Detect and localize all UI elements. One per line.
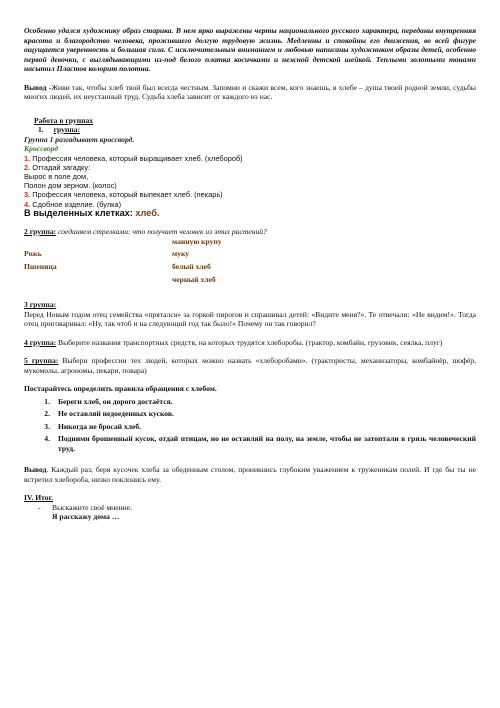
intro-paragraph: Особенно удался художнику образ старика. В нем ярко выражены черты национального русского характера, переданы внутренняя красота и благородство человека, прожившего долгую трудовую жизнь. Медленны и спокойны его движения, во всей фигуре ощущается уверенность и большая сила. С исключительным вниманием и любовью написаны художником образы детей, особенно первой девочки, с выглядывающими из-под белого платка косичками и нежной детской шейкой. Теплыми золотыми тонами насытил Пластов колорит полотна. <box>24 26 476 73</box>
match-right-item: муку <box>172 249 190 259</box>
rule-item: 1. Береги хлеб, он дорого достаётся. <box>44 396 173 406</box>
group3-text: Перед Новым годом отец семейства «прятался» за горкой пирогов и спрашивал детей: «Видите меня?». Те отвечали: «Не видим!». Тогда отец приговаривал: «Ну, так чтоб и на следующий год так было!» Почему он так говорил? <box>24 309 476 329</box>
group5-label: 5 группа: <box>24 356 59 366</box>
conclusion-1-label: Вывод <box>24 82 47 92</box>
section-iv-item: Я расскажу дома … <box>52 512 120 522</box>
rule-item: 4. Подними брошенный кусок, отдай птицам, но не оставляй на полу, на земле, чтобы не затоптали в грязь человеческий труд. <box>44 434 476 453</box>
group3-label: 3 группа: <box>24 300 57 310</box>
group4 <box>24 338 476 348</box>
rule-item: 3. Никогда не бросай хлеб. <box>44 421 142 431</box>
crossword-item: 3. Профессия человека, который выпекает хлеб. (пекарь) <box>24 190 223 200</box>
crossword-list <box>24 154 476 209</box>
group1-task: Группа 1 разгадывает кроссворд. <box>24 134 135 144</box>
conclusion-2 <box>24 465 476 484</box>
group-work-heading: Работа в группах <box>34 115 94 125</box>
crossword-item: Вырос в поле дом, <box>24 171 89 181</box>
rules-heading: Постарайтесь определить правила обращения с хлебом. <box>24 384 217 394</box>
conclusion-2-label: Вывод <box>24 465 47 475</box>
group4-label: 4 группа: <box>24 337 57 347</box>
crossword-answer <box>24 209 476 218</box>
match-right-item: манную крупу <box>172 237 222 247</box>
group2-task: соединяем стрелками: что получает человек из этих растений? <box>56 226 267 236</box>
group2-task-line <box>24 227 476 237</box>
group-work-heading-row <box>24 116 476 126</box>
crossword-item: 1. Профессия человека, который выращивает хлеб. (хлебороб) <box>24 153 243 163</box>
document-page <box>24 26 476 522</box>
group5-text: Выбери профессии тех людей, которых можно назвать «хлеборобами». (трактористы, механизаторы, комбайнёр, шофёр, мукомолы, агрономы, пекари, повара) <box>24 356 477 375</box>
match-left-item: Рожь <box>24 249 42 259</box>
crossword-item: 2. Отгадай загадку: <box>24 162 91 172</box>
rules-list <box>24 397 476 454</box>
match-right-item: черный хлеб <box>172 275 216 285</box>
group2-label: 2 группа: <box>24 226 57 236</box>
crossword-title: Кроссворд <box>24 144 59 153</box>
group1-label: группа: <box>53 125 81 134</box>
group2-matching <box>24 236 476 291</box>
group5 <box>24 356 476 375</box>
section-iv-item: - Выскажите своё мнение. <box>38 502 132 512</box>
crossword-answer-prefix: В выделенных клетках: <box>24 207 136 218</box>
crossword-item: 4. Сдобное изделие. (булка) <box>24 199 122 209</box>
match-right-item: белый хлеб <box>172 262 211 272</box>
section-iv-list <box>24 503 476 522</box>
match-left-item: Пшеница <box>24 262 57 272</box>
group1-number: 1. <box>38 125 44 134</box>
group1-heading <box>24 125 476 135</box>
rule-item: 2. Не оставляй недоеденных кусков. <box>44 409 174 419</box>
conclusion-1-text: -Живи так, чтобы хлеб твой был всегда честным. Запомни и скажи всем, кого знаешь, в хлебе – душа твоей родной земли, судьбы многих людей, их неустанный труд. Судьба хлеба зависит от каждого из нас. <box>24 82 476 101</box>
conclusion-1 <box>24 83 476 102</box>
crossword-answer-word: хлеб. <box>135 207 160 218</box>
group4-text: Выберите названия транспортных средств, на которых трудятся хлеборобы. (трактор, комбайн, грузовик, сеялка, плуг) <box>56 337 443 347</box>
section-iv-label: IV. Итог. <box>24 493 54 503</box>
crossword-item: Полон дом зерном. (колос) <box>24 181 117 191</box>
conclusion-2-text: . Каждый раз, беря кусочек хлеба за обеденным столом, проникнись глубоким уважением к труженикам полей. И где бы ты не встретил хлебороба, низко поклонись ему. <box>24 465 476 484</box>
